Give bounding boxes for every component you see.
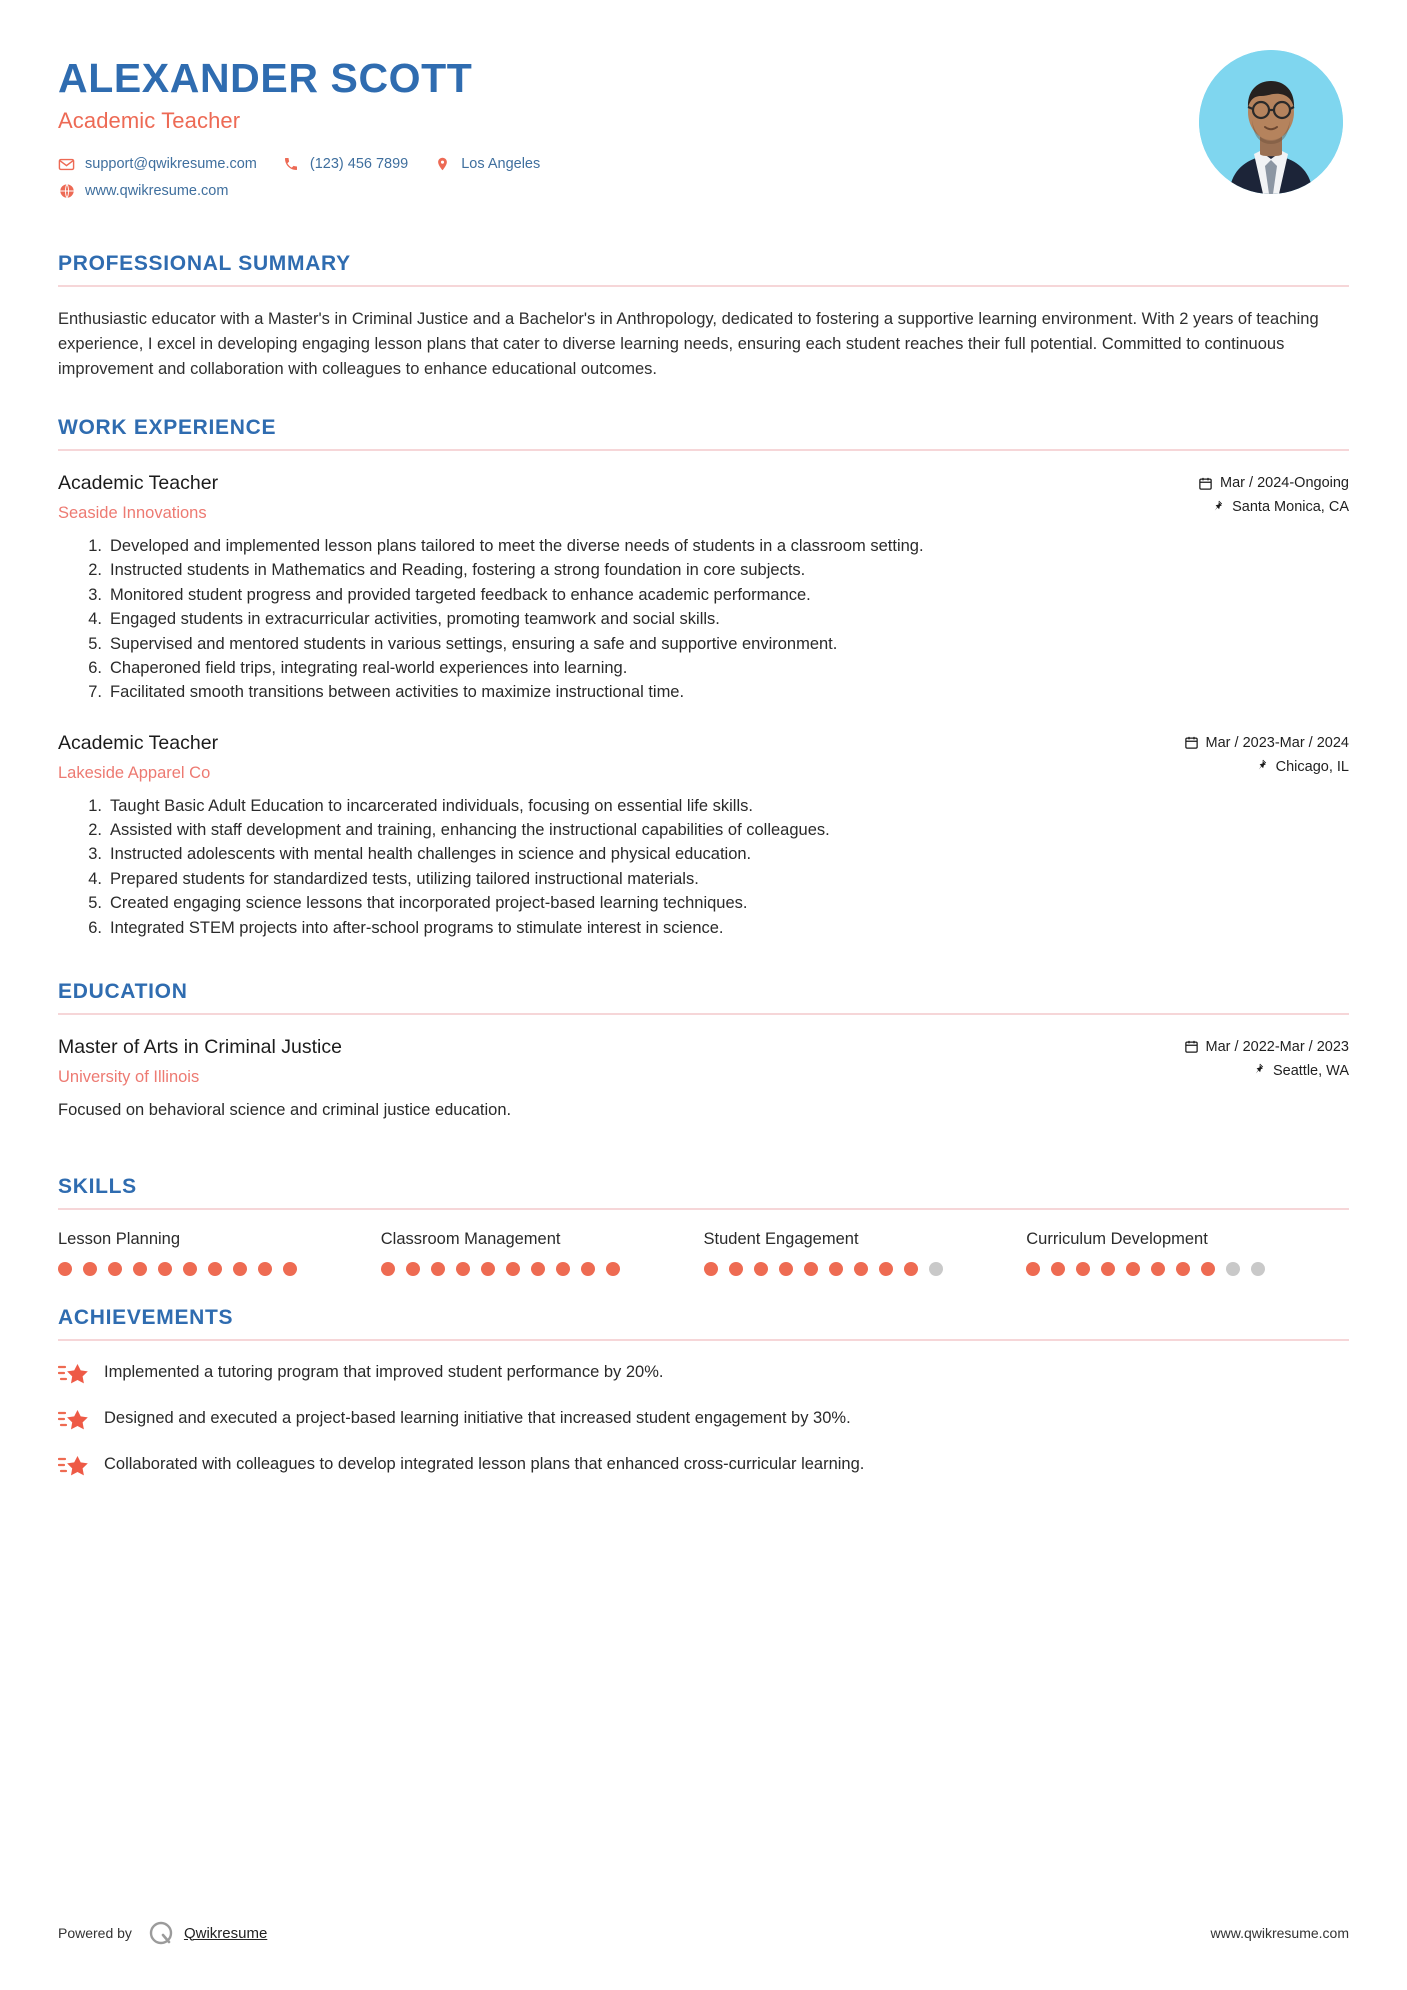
experience-entry-meta (1198, 471, 1349, 523)
bullet-text: Chaperoned field trips, integrating real-world experiences into learning. (110, 658, 628, 677)
section-divider (58, 285, 1349, 287)
education-entry-header (58, 1035, 1349, 1089)
section-skills (58, 1175, 1349, 1276)
bullet-number: 6. (88, 918, 102, 937)
experience-bullet (78, 583, 1349, 607)
experience-location (1198, 499, 1349, 515)
skill-dot-filled (1101, 1262, 1115, 1276)
bullet-number: 6. (88, 658, 102, 677)
section-work-experience (58, 416, 1349, 940)
qwikresume-logo-icon (148, 1920, 174, 1946)
page-footer (58, 1920, 1349, 1946)
skills-grid (58, 1230, 1349, 1276)
skill-dot-filled (1076, 1262, 1090, 1276)
skill-rating (1026, 1262, 1335, 1276)
skill-dot-filled (704, 1262, 718, 1276)
skill-dot-filled (183, 1262, 197, 1276)
achievement-item (58, 1407, 1349, 1432)
skill-dot-filled (258, 1262, 272, 1276)
education-dates (1184, 1039, 1349, 1055)
education-dates-text: Mar / 2022-Mar / 2023 (1205, 1038, 1349, 1055)
skill-name: Curriculum Development (1026, 1229, 1208, 1248)
skill-dot-filled (829, 1262, 843, 1276)
pin-icon (1251, 1063, 1266, 1078)
skill-dot-empty (929, 1262, 943, 1276)
section-divider (58, 1013, 1349, 1015)
skill-rating (704, 1262, 1013, 1276)
skill-item (381, 1230, 704, 1276)
envelope-icon (58, 156, 75, 173)
achievements-list (58, 1361, 1349, 1478)
calendar-icon (1184, 1039, 1199, 1054)
bullet-number: 4. (88, 610, 102, 629)
skill-dot-filled (1201, 1262, 1215, 1276)
skill-dot-filled (1051, 1262, 1065, 1276)
header-job-title: Academic Teacher (58, 107, 241, 133)
bullet-text: Developed and implemented lesson plans tailored to meet the diverse needs of students in a classroom setting. (110, 536, 924, 555)
experience-entry (58, 731, 1349, 940)
experience-location-text: Santa Monica, CA (1232, 499, 1349, 516)
map-pin-icon (434, 156, 451, 173)
bullet-text: Created engaging science lessons that incorporated project-based learning techniques. (110, 894, 748, 913)
bullet-number: 3. (88, 845, 102, 864)
shooting-star-icon (58, 1408, 88, 1432)
contact-row-primary (58, 156, 566, 173)
contact-phone[interactable] (283, 156, 408, 173)
skill-name: Lesson Planning (58, 1229, 181, 1248)
shooting-star-icon (58, 1454, 88, 1478)
skill-dot-filled (208, 1262, 222, 1276)
experience-entry-meta (1184, 731, 1349, 783)
skill-rating (58, 1262, 367, 1276)
skill-dot-filled (754, 1262, 768, 1276)
experience-bullet (78, 632, 1349, 656)
skill-item (1026, 1230, 1349, 1276)
experience-bullet (78, 916, 1349, 940)
skill-dot-filled (158, 1262, 172, 1276)
bullet-number: 2. (88, 561, 102, 580)
bullet-text: Integrated STEM projects into after-school programs to stimulate interest in science. (110, 918, 724, 937)
bullet-text: Supervised and mentored students in various settings, ensuring a safe and supportive environment. (110, 634, 838, 653)
experience-bullet (78, 842, 1349, 866)
skill-rating (381, 1262, 690, 1276)
skill-item (704, 1230, 1027, 1276)
summary-text: Enthusiastic educator with a Master's in Criminal Justice and a Bachelor's in Anthropology, dedicated to fostering a supportive learning environment. With 2 years of teaching experience, I excel in developing engaging lesson plans that cater to diverse learning needs, ensuring each student reaches their full potential. Committed to continuous improvement and collaboration with colleagues to enhance educational outcomes. (58, 309, 1319, 379)
skill-dot-filled (481, 1262, 495, 1276)
bullet-number: 4. (88, 869, 102, 888)
experience-entry-titles (58, 731, 1184, 785)
skill-dot-filled (283, 1262, 297, 1276)
experience-dates-text: Mar / 2023-Mar / 2024 (1205, 734, 1349, 751)
skill-dot-filled (606, 1262, 620, 1276)
experience-bullet (78, 656, 1349, 680)
shooting-star-icon (58, 1362, 88, 1386)
resume-header (58, 50, 1349, 210)
bullet-number: 7. (88, 683, 102, 702)
skill-dot-filled (804, 1262, 818, 1276)
experience-bullet (78, 534, 1349, 558)
pin-icon (1210, 500, 1225, 515)
skill-dot-filled (108, 1262, 122, 1276)
experience-location-text: Chicago, IL (1275, 758, 1349, 775)
section-divider (58, 1339, 1349, 1341)
bullet-text: Assisted with staff development and training, enhancing the instructional capabilities of colleagues. (110, 820, 830, 839)
section-title-education: EDUCATION (58, 979, 188, 1003)
education-location (1184, 1063, 1349, 1079)
skill-dot-filled (381, 1262, 395, 1276)
pin-icon (1254, 759, 1269, 774)
education-institution: University of Illinois (58, 1068, 200, 1087)
bullet-number: 1. (88, 536, 102, 555)
education-degree: Master of Arts in Criminal Justice (58, 1035, 342, 1058)
achievement-text: Collaborated with colleagues to develop integrated lesson plans that enhanced cross-curricular learning. (104, 1454, 865, 1473)
page-title: ALEXANDER SCOTT (58, 55, 473, 101)
skill-dot-filled (456, 1262, 470, 1276)
section-divider (58, 449, 1349, 451)
footer-url: www.qwikresume.com (1210, 1925, 1349, 1941)
contact-row-secondary (58, 183, 566, 200)
experience-location (1184, 759, 1349, 775)
experience-bullet-list (58, 534, 1349, 705)
globe-icon (58, 183, 75, 200)
phone-icon (283, 156, 300, 173)
skill-dot-empty (1251, 1262, 1265, 1276)
section-professional-summary (58, 252, 1349, 382)
experience-entry-header (58, 731, 1349, 785)
bullet-number: 1. (88, 796, 102, 815)
header-identity-block (58, 50, 566, 210)
bullet-text: Monitored student progress and provided targeted feedback to enhance academic performance. (110, 585, 811, 604)
bullet-text: Taught Basic Adult Education to incarcerated individuals, focusing on essential life skills. (110, 796, 753, 815)
skill-dot-filled (506, 1262, 520, 1276)
section-achievements (58, 1306, 1349, 1478)
experience-dates (1198, 475, 1349, 491)
section-title-skills: SKILLS (58, 1174, 137, 1198)
contact-info (58, 156, 566, 200)
skill-dot-filled (531, 1262, 545, 1276)
powered-by-label: Powered by (58, 1925, 132, 1941)
education-entry-titles (58, 1035, 1184, 1089)
achievement-text: Designed and executed a project-based learning initiative that increased student engagement by 30%. (104, 1408, 851, 1427)
contact-email[interactable] (58, 156, 257, 173)
bullet-text: Instructed adolescents with mental health challenges in science and physical education. (110, 845, 752, 864)
contact-location-text: Los Angeles (461, 156, 541, 173)
experience-bullet (78, 818, 1349, 842)
bullet-number: 3. (88, 585, 102, 604)
achievement-item (58, 1453, 1349, 1478)
experience-bullet (78, 891, 1349, 915)
bullet-text: Engaged students in extracurricular activities, promoting teamwork and social skills. (110, 610, 720, 629)
skill-dot-filled (1126, 1262, 1140, 1276)
skill-name: Student Engagement (703, 1229, 859, 1248)
section-title-achievements: ACHIEVEMENTS (58, 1305, 234, 1329)
skill-dot-filled (58, 1262, 72, 1276)
skill-dot-filled (233, 1262, 247, 1276)
calendar-icon (1184, 735, 1199, 750)
skill-dot-filled (556, 1262, 570, 1276)
calendar-icon (1198, 476, 1213, 491)
experience-bullet (78, 867, 1349, 891)
bullet-number: 5. (88, 634, 102, 653)
skill-dot-empty (1226, 1262, 1240, 1276)
experience-dates-text: Mar / 2024-Ongoing (1220, 475, 1349, 492)
skill-dot-filled (904, 1262, 918, 1276)
skill-dot-filled (83, 1262, 97, 1276)
bullet-text: Instructed students in Mathematics and Reading, fostering a strong foundation in core subjects. (110, 561, 806, 580)
skill-name: Classroom Management (380, 1229, 561, 1248)
skill-dot-filled (1176, 1262, 1190, 1276)
qwikresume-link[interactable]: Qwikresume (183, 1924, 268, 1942)
achievement-item (58, 1361, 1349, 1386)
bullet-text: Facilitated smooth transitions between activities to maximize instructional time. (110, 683, 685, 702)
experience-entry-titles (58, 471, 1198, 525)
skill-dot-filled (729, 1262, 743, 1276)
education-list (58, 1035, 1349, 1123)
section-education (58, 980, 1349, 1123)
education-location-text: Seattle, WA (1272, 1062, 1349, 1079)
skill-dot-filled (431, 1262, 445, 1276)
experience-role: Academic Teacher (58, 472, 219, 495)
section-divider (58, 1208, 1349, 1210)
skill-dot-filled (779, 1262, 793, 1276)
experience-dates (1184, 735, 1349, 751)
achievement-text: Implemented a tutoring program that improved student performance by 20%. (104, 1362, 664, 1381)
skill-dot-filled (879, 1262, 893, 1276)
bullet-text: Prepared students for standardized tests, utilizing tailored instructional materials. (110, 869, 699, 888)
skill-item (58, 1230, 381, 1276)
avatar (1199, 50, 1343, 194)
experience-role: Academic Teacher (58, 731, 219, 754)
experience-entry (58, 471, 1349, 705)
skill-dot-filled (581, 1262, 595, 1276)
experience-bullet (78, 558, 1349, 582)
contact-phone-text: (123) 456 7899 (309, 156, 409, 173)
section-title-experience: WORK EXPERIENCE (58, 416, 277, 440)
contact-email-text: support@qwikresume.com (85, 156, 257, 173)
skill-dot-filled (406, 1262, 420, 1276)
contact-website[interactable] (58, 183, 228, 200)
skill-dot-filled (133, 1262, 147, 1276)
experience-list (58, 471, 1349, 940)
experience-company: Seaside Innovations (58, 504, 207, 523)
section-title-summary: PROFESSIONAL SUMMARY (58, 251, 351, 275)
education-entry (58, 1035, 1349, 1123)
bullet-number: 5. (88, 894, 102, 913)
education-description: Focused on behavioral science and criminal justice education. (58, 1100, 512, 1119)
contact-location (434, 156, 540, 173)
experience-entry-header (58, 471, 1349, 525)
skill-dot-filled (854, 1262, 868, 1276)
footer-branding (58, 1920, 267, 1946)
experience-bullet (78, 680, 1349, 704)
bullet-number: 2. (88, 820, 102, 839)
experience-bullet-list (58, 794, 1349, 940)
skill-dot-filled (1151, 1262, 1165, 1276)
contact-website-text: www.qwikresume.com (85, 183, 229, 200)
experience-bullet (78, 607, 1349, 631)
skill-dot-filled (1026, 1262, 1040, 1276)
experience-company: Lakeside Apparel Co (58, 764, 211, 783)
experience-bullet (78, 794, 1349, 818)
education-entry-meta (1184, 1035, 1349, 1087)
